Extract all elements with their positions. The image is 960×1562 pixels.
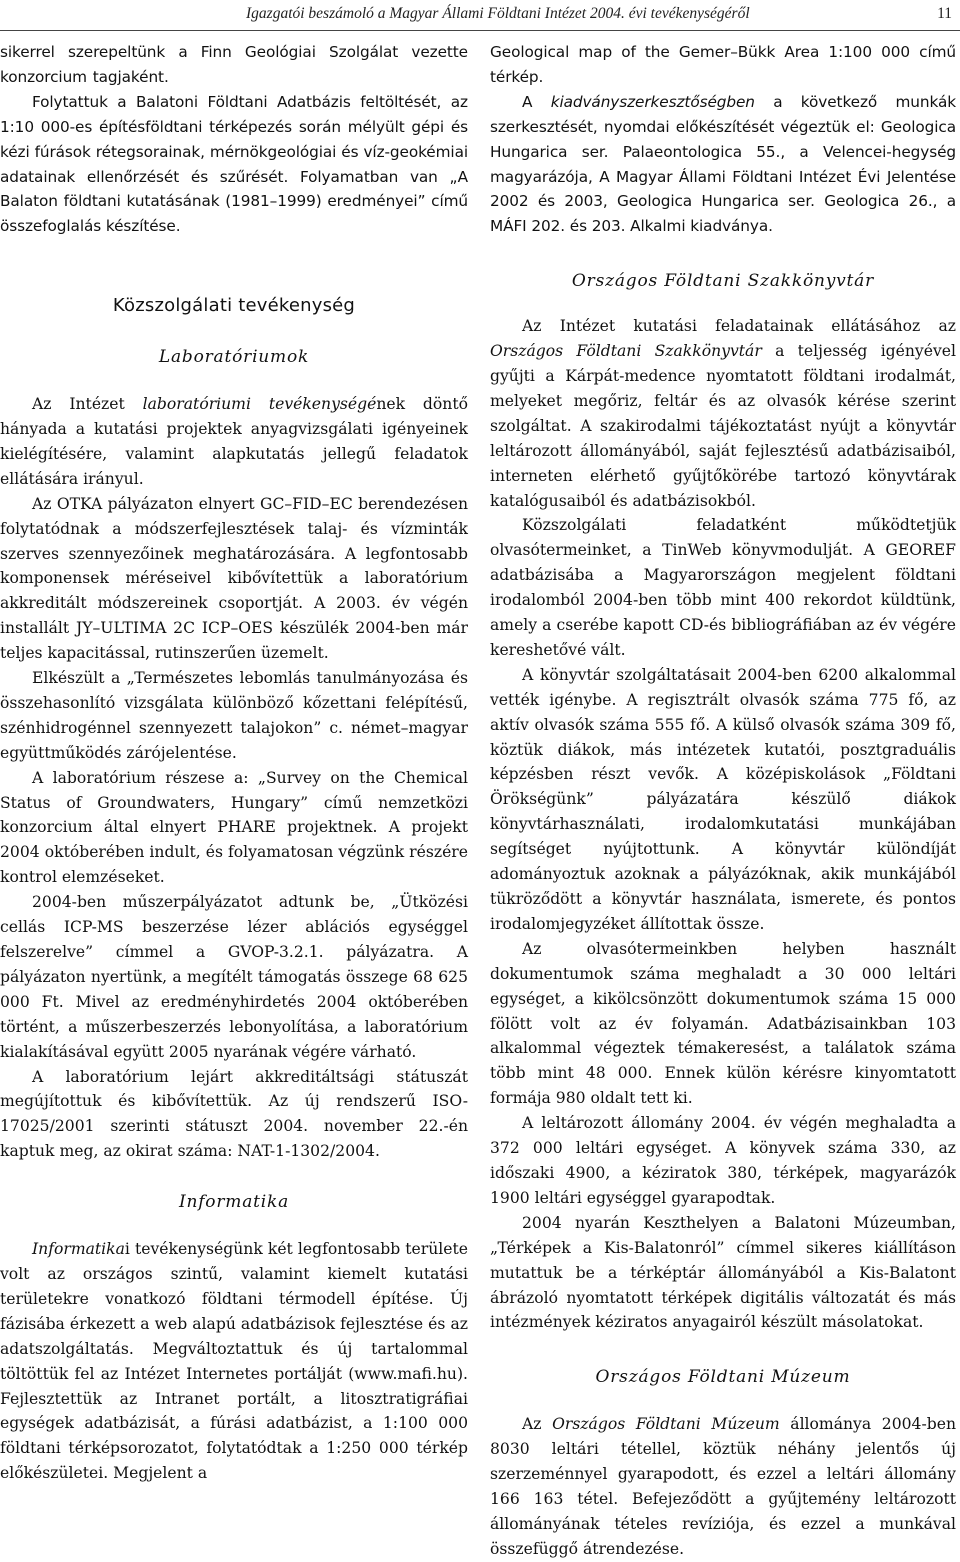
paragraph: A laboratórium részese a: „Survey on the Chemical Status of Groundwaters, Hungary” című nemzetközi konzorcium által elnyert PHARE projektnek. A projekt 2004 októberében indult, és folyamatosan végzünk részére kontrol elemzéseket.: [0, 768, 468, 887]
paragraph: 2004-ben műszerpályázatot adtunk be, „Ütközési cellás ICP-MS beszerzése lézer ablációs egységgel felszerelve” címmel a GVOP-3.2.1. pályázatra. A pályázaton nyertünk, a megítélt támogatás összege 68 625 000 Ft. Mivel az eredményhirdetés 2004 októberében történt, a műszerbeszerzés lebonyolítása, a laboratórium kialakításával együtt 2005 nyarának végére várható.: [0, 893, 468, 1061]
paragraph: A könyvtár szolgáltatásait 2004-ben 6200 alkalommal vették igénybe. A regisztrált olvasók száma 775 fő, az aktív olvasók száma 555 fő. A külső olvasók száma 309 fő, köztük diákok, más intézetek kutatói, posztgraduális képzésben részt vevők. A középiskolások „Földtani Örökségünk” pályázatára készülő diákok könyvtárhasználati, irodalomkutatási munkájában segítséget nyújtottunk. A könyvtár különdíját adományoztuk azoknak a pályázóknak, akik munkájából tükröződött a könyvtár használata, ismerete, és pontos irodalomjegyzéket állítottak össze.: [490, 665, 956, 933]
paragraph: Folytattuk a Balatoni Földtani Adatbázis feltöltését, az 1:10 000-es építésföldtani térképezés során mélyült gépi és kézi fúrások rétegsorainak, mérnökgeológiai és víz-geokémiai adatainak ellenőrzését és szűrését. Folyamatban van „A Balaton földtani kutatásának (1981–1999) eredményei” című összefoglalás készítése.: [0, 92, 468, 236]
paragraph: Informatikai tevékenységünk két legfontosabb területe volt az országos szintű, valamint kiemelt kutatási területekre vonatkozó földtani térmodell építése. Új fázisába érkezett a web alapú adatbázisok fejlesztése és az adatszolgáltatás. Megváltoztattuk és új tartalommal töltöttük fel az Intézet Internetes portálját (www.mafi.hu). Fejlesztettük az Intranet portált, a litosztratigráfiai egységek adatbázisát, a fúrási adatbázist, a 1:100 000 földtani térképsorozatot, folytatódtak a 1:250 000 térkép előkészületei. Megjelent a: [0, 1240, 468, 1483]
subsection-heading-laboratories: Laboratóriumok: [158, 347, 310, 368]
paragraph: A leltározott állomány 2004. év végén meghaladta a 372 000 leltári egységet. A könyvek száma 330, az időszaki 4900, a kéziratok 380, térképek, magyarázók 1900 leltári egységgel gyarapodtak.: [490, 1114, 956, 1207]
subsection-heading-informatics: Informatika: [178, 1192, 290, 1213]
paragraph: 2004 nyarán Keszthelyen a Balatoni Múzeumban, „Térképek a Kis-Balatonról” címmel sikeres kiállításon mutattuk be a térképtár állományából a Kis-Balatont ábrázoló nyomtatott térképek digitális változatát és más intézmények kéziratos anyagairól készült másolatokat.: [490, 1213, 956, 1332]
paragraph: Az Intézet kutatási feladatainak ellátásához az Országos Földtani Szakkönyvtár a teljesség igényével gyűjti a Kárpát-medence nyomtatott földtani irodalmát, melyeket megőriz, feltár és az olvasók kérése szerint szolgáltat. A szakirodalmi tájékoztatást nyújt a könyvtár leltározott állományából, saját fejlesztésű adatbázisaiból, interneten elérhető gyűjtőkörébe tartozó könyvtárak katalógusaiból és adatbázisokból.: [490, 317, 956, 510]
paragraph: Az Intézet laboratóriumi tevékenységének döntő hányada a kutatási projektek anyagvizsgálati igényeinek kielégítésére, valamint alapkutatás jellegű feladatok ellátására irányul.: [0, 395, 469, 488]
subsection-heading-museum: Országos Földtani Múzeum: [595, 1367, 851, 1388]
subsection-heading-library: Országos Földtani Szakkönyvtár: [571, 271, 875, 292]
paragraph: Az Országos Földtani Múzeum állománya 2004-ben 8030 leltári tétellel, köztük néhány jelentős új szerzeménnyel gyarapodott, és ezzel a leltári állomány 166 163 tétel. Befejeződött a gyűjtemény leltározott állományának tételes revíziója, és ezzel a munkával összefüggő átrendezése.: [490, 1415, 956, 1558]
paragraph: A laboratórium lejárt akkreditáltsági státuszát megújítottuk és kibővítettük. Az új rendszerű ISO-17025/2001 szerinti státuszt 2004. november 22.-én kaptuk meg, az okirat száma: NAT-1-1302/2004.: [0, 1067, 468, 1161]
running-header: [0, 2, 960, 31]
paragraph: Közszolgálati feladatként működtetjük olvasótermeinket, a TinWeb könyvmodulját. A GEOREF adatbázisába a Magyarországon megjelent földtani irodalomból 2004-ben több mint 400 rekordot küldtünk, amely a cserébe kapott CD-és bibliográfiában az év végére kereshetővé vált.: [490, 516, 956, 659]
paragraph: A kiadványszerkesztőségben a következő munkák szerkesztését, nyomdai előkészítését végeztük el: Geologica Hungarica ser. Palaeontologica 55., a Velencei-hegység magyarázója, A Magyar Állami Földtani Intézet Évi Jelentése 2002 és 2003, Geologica Hungarica ser. Geologica 26., a MÁFI 202. és 203. Alkalmi kiadványa.: [490, 92, 956, 236]
paragraph: sikerrel szerepeltünk a Finn Geológiai Szolgálat vezette konzorcium tagjaként.: [0, 43, 468, 86]
paragraph: Az OTKA pályázaton elnyert GC–FID–EC berendezésen folytatódnak a módszerfejlesztések talaj- és vízminták szerves szennyezőinek meghatározására. A legfontosabb komponensek méréseivel kibővítettük a laboratórium akkreditált módszereinek csoportját. A 2003. év végén installált JY–ULTIMA 2C ICP–OES készülék 2004-ben már teljes kapacitással, rutinszerűen üzemelt.: [0, 494, 468, 663]
running-title: Igazgatói beszámoló a Magyar Állami Földtani Intézet 2004. évi tevékenységéről: [246, 5, 750, 22]
paragraph: Geological map of the Gemer–Bükk Area 1:100 000 című térkép.: [490, 43, 956, 86]
paragraph: Az olvasótermeinkben helyben használt dokumentumok száma meghaladt a 30 000 leltári egységet, a kikölcsönzött dokumentumok száma 15 000 fölött volt az év folyamán. Adatbázisainkban 103 alkalommal végeztek témakeresést, a találatok száma több mint 48 000. Ennek külön kérésre kinyomtatott formája 980 oldalt tett ki.: [490, 939, 956, 1108]
page-number: 11: [937, 5, 952, 22]
left-column: [0, 40, 468, 1486]
paragraph: Elkészült a „Természetes lebomlás tanulmányozása és összehasonlító vizsgálata különböző kőzettani felépítésű, szénhidrogénnel szennyezett talajokon” c. német–magyar együttműködés zárójelentése.: [0, 669, 468, 762]
right-column: [490, 40, 956, 1562]
section-title: Közszolgálati tevékenység: [112, 295, 356, 317]
